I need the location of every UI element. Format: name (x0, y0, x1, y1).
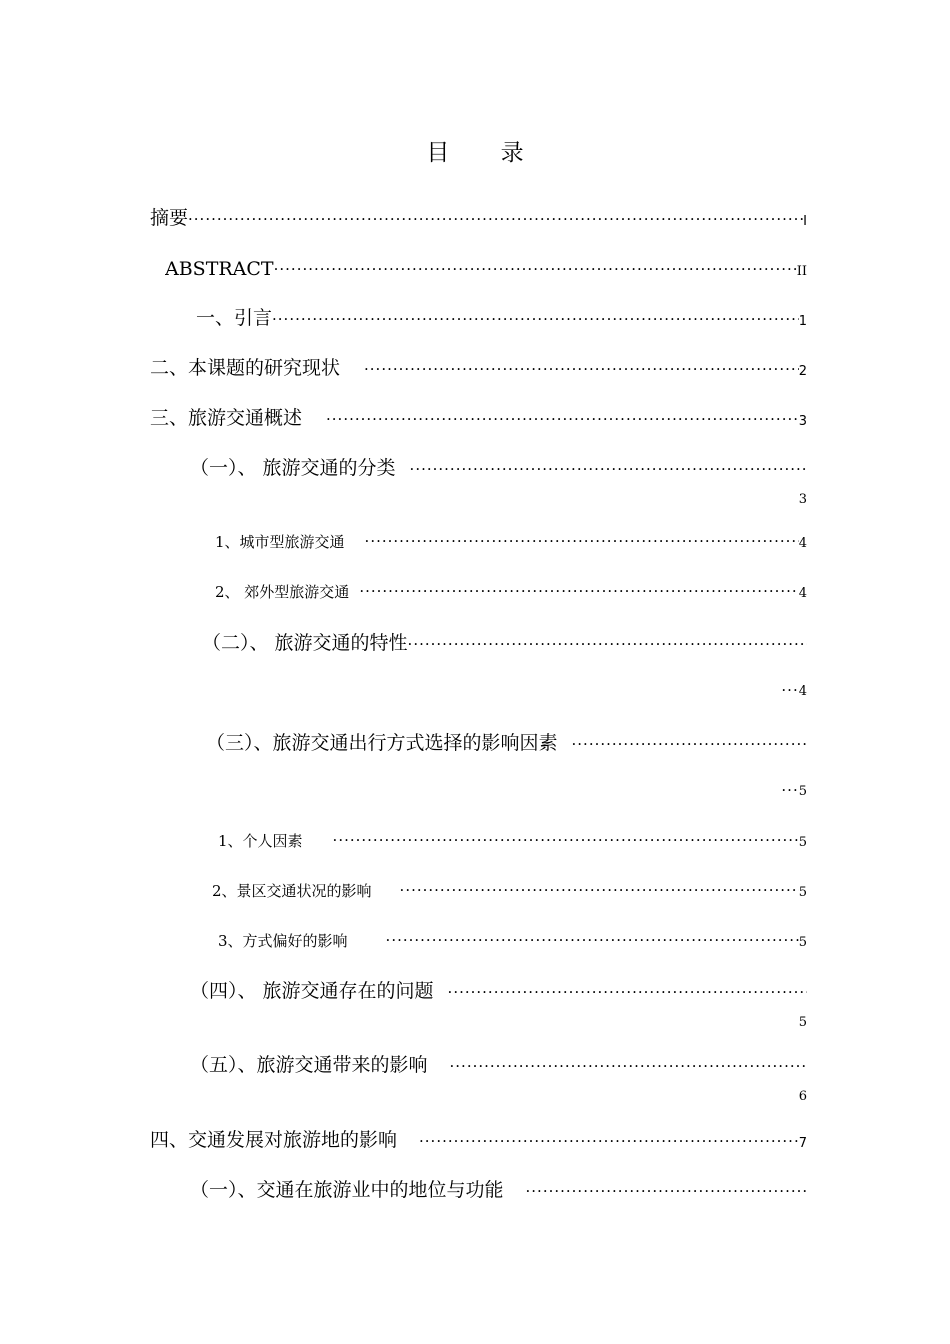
toc-entry[interactable] (218, 827, 807, 851)
toc-entry-page: 5 (798, 835, 807, 850)
toc-entry-label: 三、旅游交通概述 (150, 407, 303, 429)
toc-entry-page: II (796, 264, 807, 279)
toc-entry-label: 二、本课题的研究现状 (150, 357, 341, 379)
toc-entry-label: （三）、旅游交通出行方式选择的影响因素 (206, 732, 558, 754)
leader-dots (365, 534, 799, 552)
toc-entry[interactable] (212, 877, 807, 901)
toc-entry[interactable] (150, 350, 807, 380)
toc-entry-label: （四）、 旅游交通存在的问题 (190, 980, 434, 1002)
toc-entry-page: 4 (798, 536, 807, 551)
leader-dots (386, 933, 799, 951)
leader-dots (272, 312, 799, 330)
leader-dots (448, 985, 807, 1003)
toc-entry[interactable] (150, 1122, 807, 1152)
toc-entry-label: （一）、交通在旅游业中的地位与功能 (190, 1179, 504, 1201)
leader-dots (326, 412, 799, 430)
toc-entry-page: I (803, 214, 807, 229)
toc-entry-page: 7 (798, 1136, 807, 1151)
toc-entry[interactable] (190, 973, 807, 1003)
leader-dots (408, 637, 807, 655)
toc-entry-label: 2、 郊外型旅游交通 (215, 583, 350, 601)
leader-dots: ··· (781, 781, 799, 799)
toc-entry[interactable] (196, 300, 807, 330)
toc-entry-label: 摘要 (150, 207, 189, 229)
leader-dots (359, 584, 798, 602)
leader-dots (526, 1184, 807, 1202)
leader-dots (450, 1059, 807, 1077)
toc-entry-label: （一）、 旅游交通的分类 (190, 457, 396, 479)
toc-entry-label: （五）、旅游交通带来的影响 (190, 1054, 428, 1076)
leader-dots (188, 212, 803, 230)
toc-entry[interactable] (206, 725, 807, 755)
toc-entry-label: 2、景区交通状况的影响 (212, 882, 372, 900)
leader-dots (333, 833, 799, 851)
leader-dots: ··· (781, 681, 799, 699)
toc-entry[interactable] (150, 400, 807, 430)
toc-entry-page: 3 (798, 414, 807, 429)
toc-entry-page: 3 (798, 492, 807, 507)
leader-dots (400, 883, 799, 901)
toc-entry-label: 3、方式偏好的影响 (218, 932, 348, 950)
toc-entry-page: 6 (798, 1089, 807, 1104)
leader-dots (274, 262, 797, 280)
toc-entry-page: 5 (798, 1015, 807, 1030)
toc-entry-label: （二）、 旅游交通的特性 (202, 632, 408, 654)
toc-entry-page: 5 (798, 935, 807, 950)
toc-entry[interactable] (190, 450, 807, 480)
toc-entry[interactable] (218, 927, 807, 951)
leader-dots (572, 737, 807, 755)
toc-entry-page: ···4 (781, 681, 807, 699)
toc-entry-page: 1 (798, 314, 807, 329)
toc-entry-page: 4 (798, 586, 807, 601)
toc-entry-page: 2 (798, 364, 807, 379)
toc-entry-label: 四、交通发展对旅游地的影响 (150, 1129, 398, 1151)
toc-entry-label: 1、个人因素 (218, 832, 303, 850)
leader-dots (364, 362, 799, 380)
toc-entry[interactable] (150, 200, 807, 230)
toc-entry[interactable] (215, 578, 807, 602)
toc-entry-label: 1、城市型旅游交通 (215, 533, 345, 551)
toc-entry-label: ABSTRACT (165, 258, 274, 280)
toc-entry-page: ···5 (781, 781, 807, 799)
toc-entry[interactable] (190, 1047, 807, 1077)
leader-dots (419, 1134, 799, 1152)
toc-entry-label: 一、引言 (196, 307, 273, 329)
toc-entry[interactable] (190, 1172, 807, 1202)
leader-dots (410, 462, 807, 480)
toc-entry[interactable] (165, 250, 807, 280)
toc-entry[interactable] (215, 528, 807, 552)
toc-title: 目 录 (426, 140, 546, 166)
toc-entry[interactable] (202, 625, 807, 655)
toc-entry-page: 5 (798, 885, 807, 900)
